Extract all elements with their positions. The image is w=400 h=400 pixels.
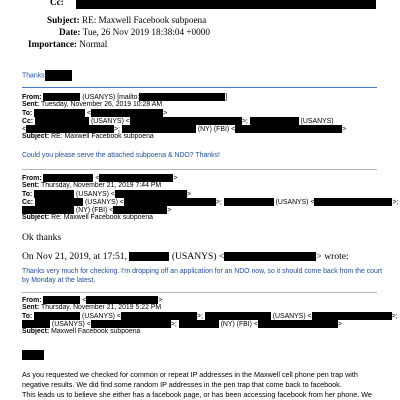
msg3-sent-value: Thursday, November 21, 2019 7:44 PM xyxy=(41,182,162,189)
msg2-subject-label: Subject: xyxy=(22,133,50,140)
msg3-cc-row2: (NY) (FBI) < > xyxy=(22,206,171,214)
redaction-block xyxy=(224,252,316,261)
redaction-block xyxy=(122,125,196,133)
msg2-sent-label: Sent: xyxy=(22,101,40,108)
redaction-block xyxy=(76,0,376,9)
msg5-cc-row: (USANYS) < >; (NY) (FBI) < > xyxy=(22,320,342,328)
msg2-cc-org2: (USANYS) xyxy=(300,117,334,125)
redaction-block xyxy=(130,117,242,125)
msg3-cc-org2: (USANYS) < xyxy=(275,198,315,206)
redaction-block xyxy=(91,320,171,328)
msg4-body-line2 xyxy=(22,277,95,284)
ok-thanks-text: Ok thanks xyxy=(22,232,62,243)
msg2-from-label: From: xyxy=(22,93,42,101)
msg5-body-line2 xyxy=(22,380,342,389)
msg5-cc-org1: (USANYS) < xyxy=(51,320,91,328)
msg5-body-line1 xyxy=(22,370,358,379)
header-subject-row xyxy=(47,15,206,25)
msg4-quote-header xyxy=(22,251,349,262)
msg5-subject-label: Subject: xyxy=(22,328,50,335)
thanks-text: Thanks xyxy=(22,72,45,80)
msg3-from-label: From: xyxy=(22,174,42,182)
msg2-cc-label: Cc: xyxy=(22,117,34,125)
header-cc-row xyxy=(50,0,64,7)
redaction-block xyxy=(235,125,342,133)
redaction-block xyxy=(45,70,72,81)
separator xyxy=(22,87,377,88)
redaction-block xyxy=(312,312,392,320)
msg2-cc-org1: (USANYS) < xyxy=(90,117,130,125)
msg2-cc-row2: < >; (NY) (FBI) < > xyxy=(22,125,347,133)
header-subject-value: RE: Maxwell Facebook subpoena xyxy=(81,15,207,25)
redaction-block xyxy=(86,296,158,304)
msg3-cc-org1: (USANYS) < xyxy=(84,198,124,206)
msg3-subject-label: Subject: xyxy=(22,214,50,221)
header-importance-label: Importance: xyxy=(28,39,77,49)
redaction-block xyxy=(258,320,338,328)
msg3-sent-label: Sent: xyxy=(22,182,40,189)
msg3-from-row: From: < > xyxy=(22,174,178,182)
redaction-block xyxy=(113,206,167,214)
redaction-block xyxy=(26,125,114,133)
msg5-to-row: To: (USANYS) < >; (USANYS) < >; xyxy=(22,312,398,320)
redaction-block xyxy=(34,190,74,198)
msg3-subject-row xyxy=(22,214,153,221)
redaction-block xyxy=(35,198,83,206)
msg2-cc-row: Cc: (USANYS) < >; (USANYS) xyxy=(22,117,334,125)
redaction-block xyxy=(22,320,50,328)
msg2-body-text: Could you please serve the attached subpoena & NDO? Thanks! xyxy=(22,152,220,159)
msg4-body-text-1: Thanks very much for checking. I'm dropping off an application for an NDO now, so it should come back from the court xyxy=(22,268,383,275)
redaction-block xyxy=(91,109,163,117)
msg2-from-org: (USANYS) [mailto: xyxy=(82,93,140,101)
separator xyxy=(22,292,377,293)
msg2-sent-row xyxy=(22,101,162,108)
redaction-block xyxy=(224,198,274,206)
msg5-body-text-2: negative results. We did find some random IP addresses in the pen trap that come back to facebook. xyxy=(22,380,342,389)
msg2-subject-row xyxy=(22,133,154,140)
msg3-to-org: (USANYS) < xyxy=(76,190,115,198)
msg2-body xyxy=(22,152,220,159)
header-importance-value: Normal xyxy=(79,39,108,49)
msg5-from-label: From: xyxy=(22,296,42,304)
msg4-text xyxy=(22,232,61,243)
header-date-label: Date: xyxy=(59,27,81,37)
msg3-to-row: To: (USANYS) < > xyxy=(22,190,191,198)
msg5-sent-label: Sent: xyxy=(22,304,40,311)
msg3-cc-org3: (NY) (FBI) < xyxy=(75,206,114,214)
redaction-block xyxy=(34,109,85,117)
redaction-block xyxy=(115,190,187,198)
msg2-to-label: To: xyxy=(22,109,33,117)
message-thanks xyxy=(22,70,72,81)
redaction-block xyxy=(99,174,173,182)
msg5-sent-value: Thursday, November 21, 2019 5:22 PM xyxy=(41,304,162,311)
msg2-sent-value: Tuesday, November 26, 2019 10:28 AM xyxy=(41,101,163,108)
separator xyxy=(22,169,377,170)
quote-org: (USANYS) < xyxy=(171,251,225,262)
redaction-block xyxy=(35,117,89,125)
msg3-subject-value: Re: Maxwell Facebook subpoena xyxy=(51,214,153,221)
header-date-row xyxy=(59,27,210,37)
redaction-block xyxy=(22,350,44,360)
msg3-cc-label: Cc: xyxy=(22,198,34,206)
msg5-sent-row xyxy=(22,304,161,311)
header-date-value: Tue, 26 Nov 2019 18:38:04 +0000 xyxy=(82,27,210,37)
redaction-block xyxy=(314,198,392,206)
redaction-block xyxy=(121,312,197,320)
header-cc-label: Cc: xyxy=(50,0,64,7)
header-importance-row xyxy=(28,39,107,49)
msg3-to-label: To: xyxy=(22,190,33,198)
redaction-block xyxy=(34,312,80,320)
quote-suffix: > wrote: xyxy=(316,251,349,262)
redaction-block xyxy=(129,252,169,261)
header-subject-label: Subject: xyxy=(47,15,80,25)
quote-prefix: On Nov 21, 2019, at 17:51, xyxy=(22,251,127,262)
msg5-to-org2: (USANYS) < xyxy=(272,312,312,320)
redaction-block xyxy=(179,320,219,328)
msg5-body-text-3: This leads us to believe she either has a facebook page, or has been accessing facebook from her phone. We xyxy=(22,390,372,399)
msg5-to-org1: (USANYS) < xyxy=(82,312,121,320)
msg5-body-line3 xyxy=(22,390,372,399)
redaction-block xyxy=(43,93,80,101)
msg2-from-row: From: (USANYS) [mailto: ] xyxy=(22,93,228,101)
redaction-block xyxy=(205,312,271,320)
msg2-subject-value: RE: Maxwell Facebook subpoena xyxy=(51,133,154,140)
msg2-to-row: To: < > xyxy=(22,109,168,117)
redaction-block xyxy=(250,117,299,125)
redaction-block xyxy=(124,198,216,206)
msg5-from-row: From: < > xyxy=(22,296,163,304)
msg3-cc-row: Cc: (USANYS) < >; (USANYS) < >; xyxy=(22,198,399,206)
msg3-sent-row xyxy=(22,182,161,189)
msg4-body-text-2: by Monday at the latest. xyxy=(22,277,96,284)
msg5-to-label: To: xyxy=(22,312,33,320)
msg5-subject-row xyxy=(22,328,140,335)
msg5-body-text-1: As you requested we checked for common or repeat IP addresses in the Maxwell cell phone pen trap with xyxy=(22,370,358,379)
msg2-cc-org3: (NY) (FBI) < xyxy=(197,125,236,133)
msg4-body-line1 xyxy=(22,268,382,275)
redaction-block xyxy=(139,93,225,101)
msg5-cc-org2: (NY) (FBI) < xyxy=(220,320,258,328)
redaction-block xyxy=(22,206,74,214)
redaction-block xyxy=(43,296,80,304)
msg5-subject-value: Maxwell Facebook subpoena xyxy=(51,328,141,335)
redaction-block xyxy=(43,174,93,182)
